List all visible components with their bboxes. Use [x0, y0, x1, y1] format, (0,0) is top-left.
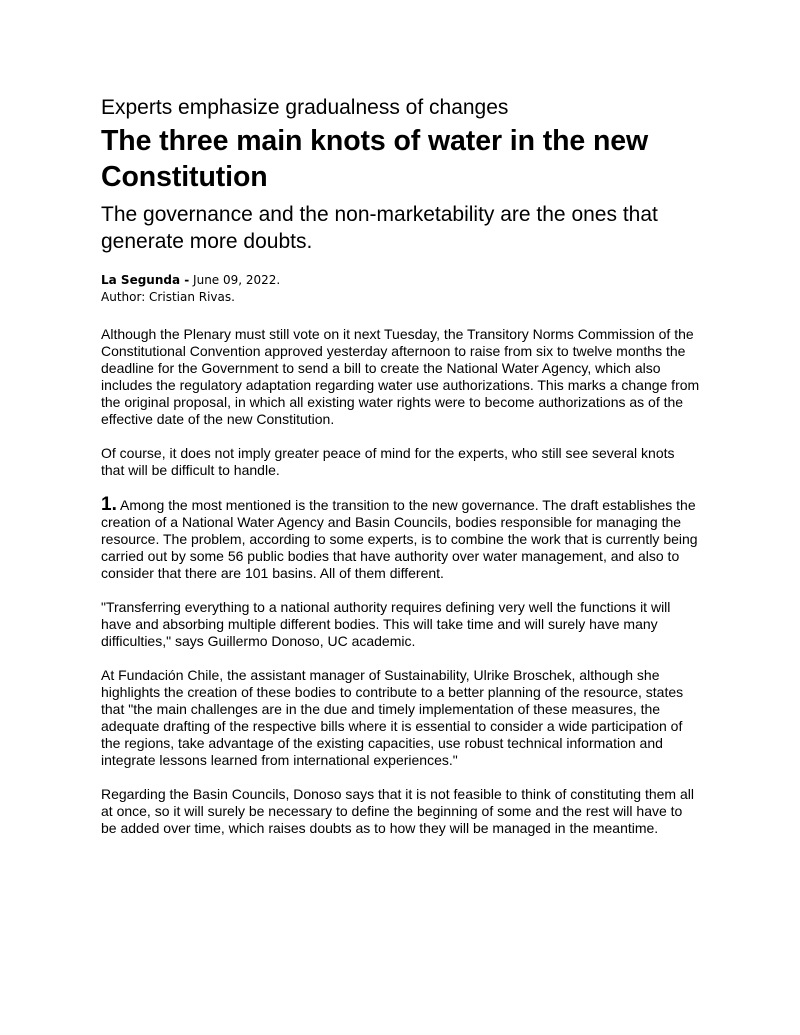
kicker: Experts emphasize gradualness of changes — [101, 96, 509, 119]
source-line — [101, 272, 701, 289]
headline: The three main knots of water in the new Constitution — [101, 125, 649, 193]
paragraph: Regarding the Basin Councils, Donoso says that it is not feasible to think of constituting them all at once, so it will surely be necessary to define the beginning of some and the rest will have to be added over time, which raises doubts as to how they will be managed in the meantime. — [101, 786, 694, 836]
paragraph: Although the Plenary must still vote on it next Tuesday, the Transitory Norms Commission of the Constitutional Convention approved yesterday afternoon to raise from six to twelve months the deadline for the Government to send a bill to create the National Water Agency, which also includes the regulatory adaptation regarding water use authorizations. This marks a change from the original proposal, in which all existing water rights were to become authorizations as of the effective date of the new Constitution. — [101, 326, 700, 427]
paragraph: "Transferring everything to a national authority requires defining very well the functions it will have and absorbing multiple different bodies. This will take time and will surely have many difficulties," says Guillermo Donoso, UC academic. — [101, 599, 671, 649]
paragraph: At Fundación Chile, the assistant manager of Sustainability, Ulrike Broschek, although she highlights the creation of these bodies to contribute to a better planning of the resource, states that "the main challenges are in the due and timely implementation of these measures, the adequate drafting of the respective bills where it is essential to consider a wide participation of the regions, take advantage of the existing capacities, use robust technical information and integrate lessons learned from international experiences." — [101, 667, 684, 768]
author: Author: Cristian Rivas. — [101, 290, 235, 304]
numbered-paragraph — [101, 496, 701, 582]
paragraph: Of course, it does not imply greater peace of mind for the experts, who still see several knots that will be difficult to handle. — [101, 445, 675, 478]
point-number: 1. — [101, 494, 117, 515]
article — [101, 95, 701, 854]
article-body — [101, 326, 701, 837]
publish-date: June 09, 2022. — [189, 273, 281, 287]
subheadline: The governance and the non-marketability are the ones that generate more doubts. — [101, 203, 658, 253]
paragraph-text: Among the most mentioned is the transition to the new governance. The draft establishes the creation of a National Water Agency and Basin Councils, bodies responsible for managing the resource. The problem, according to some experts, is to combine the work that is currently being carried out by some 56 public bodies that have authority over water management, and also to consider that there are 101 basins. All of them different. — [101, 497, 698, 581]
byline — [101, 272, 701, 306]
source-name: La Segunda - — [101, 273, 190, 287]
